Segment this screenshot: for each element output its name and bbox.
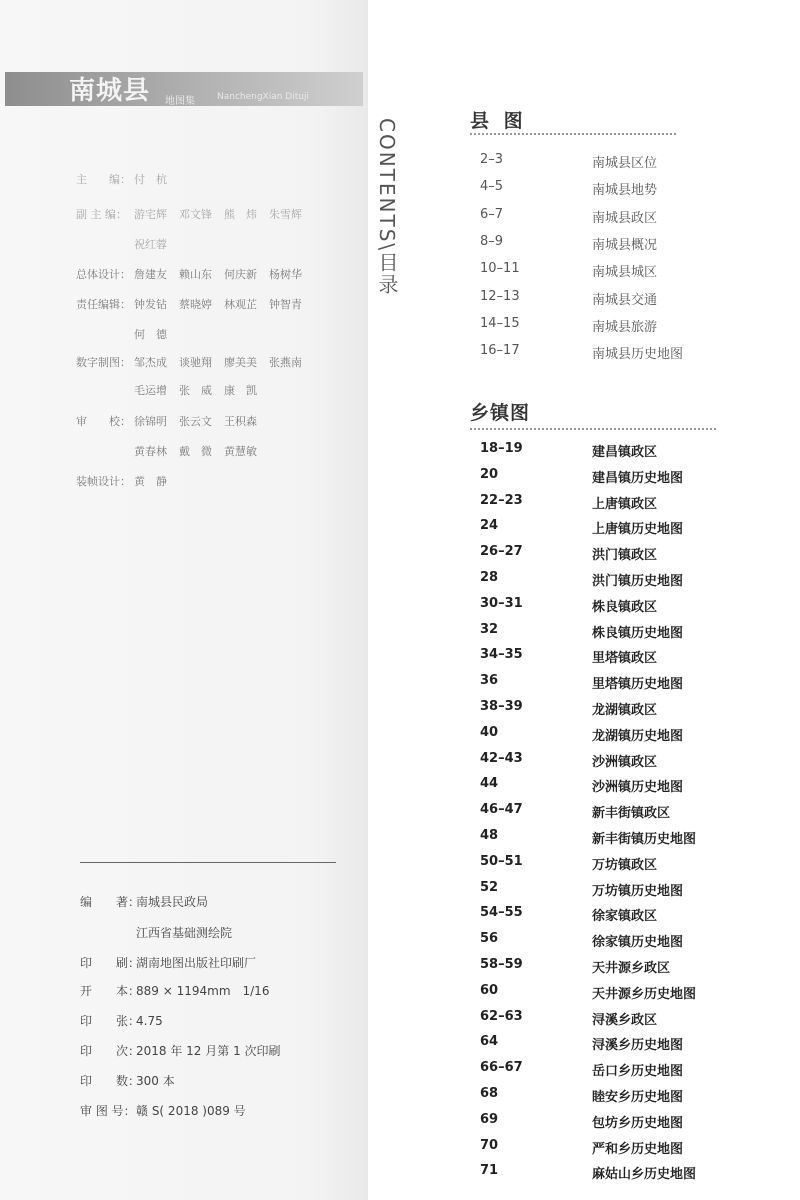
credit-name: 赖山东 (179, 268, 212, 281)
credit-name: 杨树华 (269, 268, 302, 281)
toc-page-number: 50–51 (480, 854, 523, 869)
publication-row (80, 893, 208, 910)
publication-value: 南城县民政局 (136, 895, 209, 909)
toc-entry-title: 徐家镇历史地图 (592, 935, 684, 950)
toc-entry-title: 沙洲镇历史地图 (592, 780, 684, 795)
credit-row (76, 296, 314, 312)
publication-label: 印 次： (80, 1044, 141, 1058)
divider-line (80, 862, 336, 863)
toc-entry[interactable] (480, 261, 740, 281)
toc-entry[interactable] (480, 289, 740, 309)
credit-name: 蔡晓婷 (179, 298, 212, 311)
toc-entry-title: 上唐镇政区 (592, 497, 658, 512)
toc-entry[interactable] (480, 751, 740, 771)
credit-name: 游宅辉 (134, 208, 167, 221)
toc-entry-title: 天井源乡政区 (592, 961, 671, 976)
county-section-divider (470, 133, 676, 135)
credit-name: 詹建友 (134, 268, 167, 281)
toc-entry-title: 睦安乡历史地图 (592, 1090, 684, 1105)
toc-entry[interactable] (480, 983, 740, 1003)
toc-entry-title: 新丰街镇历史地图 (592, 832, 697, 847)
credit-role: 责任编辑： (76, 298, 131, 311)
toc-entry-title: 株良镇政区 (592, 600, 658, 615)
toc-entry-title: 南城县概况 (592, 238, 658, 253)
toc-entry-title: 南城县政区 (592, 211, 658, 226)
publication-value: 江西省基础测绘院 (136, 926, 233, 940)
credit-role: 数字制图： (76, 356, 131, 369)
toc-page-number: 62–63 (480, 1009, 523, 1024)
toc-entry-title: 万坊镇历史地图 (592, 884, 684, 899)
credit-name: 谈驰翔 (179, 356, 212, 369)
toc-entry-title: 洪门镇历史地图 (592, 574, 684, 589)
toc-page-number: 32 (480, 622, 499, 637)
credit-row (76, 206, 314, 222)
publication-row (80, 1012, 163, 1029)
credit-name: 付 杭 (134, 173, 167, 186)
township-section-title: 乡镇图 (470, 402, 531, 424)
toc-page-number: 18–19 (480, 441, 523, 456)
toc-entry-title: 浔溪乡政区 (592, 1013, 658, 1028)
toc-entry[interactable] (480, 570, 740, 590)
toc-entry-title: 里塔镇历史地图 (592, 677, 684, 692)
toc-entry[interactable] (480, 179, 740, 199)
contents-heading: CONTENTS\目录 (375, 118, 399, 297)
toc-entry[interactable] (480, 905, 740, 925)
toc-entry-title: 建昌镇政区 (592, 445, 658, 460)
publication-value: 湖南地图出版社印刷厂 (136, 956, 257, 970)
credit-row (76, 236, 179, 252)
toc-entry[interactable] (480, 1112, 740, 1132)
county-section-title: 县 图 (470, 110, 527, 132)
publication-row (80, 954, 256, 971)
toc-entry[interactable] (480, 316, 740, 336)
publication-label: 印 刷： (80, 956, 141, 970)
publication-value: 300 本 (136, 1074, 175, 1088)
toc-entry-title: 南城县区位 (592, 156, 658, 171)
toc-entry-title: 新丰街镇政区 (592, 806, 671, 821)
toc-entry[interactable] (480, 802, 740, 822)
toc-entry-title: 南城县旅游 (592, 320, 658, 335)
toc-page-number: 22–23 (480, 493, 523, 508)
publication-row (80, 1102, 246, 1119)
toc-page-number: 48 (480, 828, 499, 843)
toc-entry-title: 南城县城区 (592, 265, 658, 280)
toc-entry[interactable] (480, 931, 740, 951)
toc-entry-title: 南城县地势 (592, 183, 658, 198)
toc-page-number: 4–5 (480, 179, 504, 194)
township-section-divider (470, 428, 716, 430)
toc-page-number: 64 (480, 1034, 499, 1049)
toc-entry-title: 株良镇历史地图 (592, 626, 684, 641)
toc-entry-title: 龙湖镇政区 (592, 703, 658, 718)
publication-value: 4.75 (136, 1014, 163, 1028)
toc-entry[interactable] (480, 699, 740, 719)
credit-name: 张 威 (179, 384, 212, 397)
toc-entry[interactable] (480, 1060, 740, 1080)
toc-page-number: 54–55 (480, 905, 523, 920)
toc-page-number: 69 (480, 1112, 499, 1127)
credit-row (76, 413, 269, 429)
credit-row (76, 326, 179, 342)
credit-row (76, 266, 314, 282)
credit-name: 黄慧敏 (224, 445, 257, 458)
toc-entry[interactable] (480, 441, 740, 461)
publication-value: 2018 年 12 月第 1 次印刷 (136, 1044, 281, 1058)
toc-page-number: 24 (480, 518, 499, 533)
toc-entry[interactable] (480, 1163, 740, 1183)
publication-row (80, 1042, 281, 1059)
credit-name: 何庆新 (224, 268, 257, 281)
toc-entry[interactable] (480, 1009, 740, 1029)
toc-entry[interactable] (480, 673, 740, 693)
toc-page-number: 71 (480, 1163, 499, 1178)
toc-entry-title: 龙湖镇历史地图 (592, 729, 684, 744)
credit-name: 戴 微 (179, 445, 212, 458)
publication-value: 889 × 1194mm 1/16 (136, 984, 270, 998)
publication-label: 开 本： (80, 984, 141, 998)
credit-name: 钟发钻 (134, 298, 167, 311)
toc-entry[interactable] (480, 1086, 740, 1106)
credit-name: 张燕南 (269, 356, 302, 369)
credit-role: 装帧设计： (76, 475, 131, 488)
toc-page-number: 10–11 (480, 261, 520, 276)
credit-name: 王积森 (224, 415, 257, 428)
toc-entry[interactable] (480, 828, 740, 848)
publication-row (80, 982, 269, 999)
toc-entry[interactable] (480, 854, 740, 874)
toc-page-number: 6–7 (480, 207, 504, 222)
toc-page-number: 68 (480, 1086, 499, 1101)
credit-row (76, 354, 314, 370)
toc-page-number: 8–9 (480, 234, 504, 249)
credit-role: 总体设计： (76, 268, 131, 281)
publication-row (80, 924, 232, 941)
toc-page-number: 14–15 (480, 316, 520, 331)
credit-name: 林观芷 (224, 298, 257, 311)
toc-page-number: 26–27 (480, 544, 523, 559)
toc-entry-title: 严和乡历史地图 (592, 1142, 684, 1157)
credit-name: 朱雪辉 (269, 208, 302, 221)
toc-page-number: 20 (480, 467, 499, 482)
credit-name: 徐锦明 (134, 415, 167, 428)
toc-entry[interactable] (480, 467, 740, 487)
toc-entry-title: 包坊乡历史地图 (592, 1116, 684, 1131)
publication-value: 赣 S( 2018 )089 号 (136, 1104, 246, 1118)
toc-entry-title: 上唐镇历史地图 (592, 522, 684, 537)
atlas-subtitle: 地图集 (165, 96, 195, 107)
credit-role: 副 主 编： (76, 208, 127, 221)
toc-page-number: 36 (480, 673, 499, 688)
toc-entry[interactable] (480, 957, 740, 977)
credit-role: 审 校： (76, 415, 131, 428)
credit-name: 祝红蓉 (134, 238, 167, 251)
toc-entry[interactable] (480, 1034, 740, 1054)
toc-entry[interactable] (480, 776, 740, 796)
toc-page-number: 42–43 (480, 751, 523, 766)
toc-entry[interactable] (480, 518, 740, 538)
credit-name: 张云文 (179, 415, 212, 428)
credit-name: 钟智青 (269, 298, 302, 311)
toc-entry[interactable] (480, 343, 740, 363)
credit-name: 邹杰成 (134, 356, 167, 369)
toc-entry-title: 浔溪乡历史地图 (592, 1038, 684, 1053)
publication-label: 审 图 号： (80, 1104, 136, 1118)
toc-entry[interactable] (480, 544, 740, 564)
toc-entry[interactable] (480, 596, 740, 616)
credit-name: 毛运增 (134, 384, 167, 397)
toc-entry[interactable] (480, 493, 740, 513)
toc-entry[interactable] (480, 647, 740, 667)
toc-entry-title: 沙洲镇政区 (592, 755, 658, 770)
toc-page-number: 40 (480, 725, 499, 740)
title-banner (5, 72, 363, 106)
toc-entry-title: 岳口乡历史地图 (592, 1064, 684, 1079)
toc-entry[interactable] (480, 1138, 740, 1158)
publication-label: 编 著： (80, 895, 141, 909)
toc-page-number: 44 (480, 776, 499, 791)
toc-page-number: 52 (480, 880, 499, 895)
atlas-pinyin: NanchengXian Dituji (217, 92, 309, 102)
toc-entry-title: 南城县交通 (592, 293, 658, 308)
credit-role: 主 编： (76, 173, 131, 186)
toc-entry[interactable] (480, 207, 740, 227)
toc-entry-title: 南城县历史地图 (592, 347, 684, 362)
toc-page-number: 16–17 (480, 343, 520, 358)
credit-row (76, 171, 179, 187)
toc-entry[interactable] (480, 152, 740, 172)
credit-name: 黄春林 (134, 445, 167, 458)
credit-row (76, 473, 179, 489)
toc-entry-title: 洪门镇政区 (592, 548, 658, 563)
toc-entry-title: 麻姑山乡历史地图 (592, 1167, 697, 1182)
toc-page-number: 28 (480, 570, 499, 585)
toc-entry-title: 万坊镇政区 (592, 858, 658, 873)
publication-row (80, 1072, 175, 1089)
toc-page-number: 2–3 (480, 152, 504, 167)
credit-row (76, 382, 269, 398)
toc-page-number: 66–67 (480, 1060, 523, 1075)
toc-page-number: 38–39 (480, 699, 523, 714)
credit-name: 何 德 (134, 328, 167, 341)
toc-page-number: 56 (480, 931, 499, 946)
toc-page-number: 58–59 (480, 957, 523, 972)
toc-entry-title: 徐家镇政区 (592, 909, 658, 924)
toc-page-number: 60 (480, 983, 499, 998)
toc-page-number: 12–13 (480, 289, 520, 304)
toc-entry[interactable] (480, 234, 740, 254)
credit-row (76, 443, 269, 459)
credit-name: 邓文锋 (179, 208, 212, 221)
toc-page-number: 30–31 (480, 596, 523, 611)
credit-name: 廖美美 (224, 356, 257, 369)
toc-entry[interactable] (480, 725, 740, 745)
credit-name: 康 凯 (224, 384, 257, 397)
toc-entry-title: 天井源乡历史地图 (592, 987, 697, 1002)
credit-name: 熊 炜 (224, 208, 257, 221)
toc-entry[interactable] (480, 880, 740, 900)
toc-entry-title: 里塔镇政区 (592, 651, 658, 666)
toc-entry[interactable] (480, 622, 740, 642)
left-page (0, 0, 368, 1200)
publication-label: 印 数： (80, 1074, 141, 1088)
toc-page-number: 46–47 (480, 802, 523, 817)
toc-page-number: 70 (480, 1138, 499, 1153)
credit-name: 黄 静 (134, 475, 167, 488)
publication-label: 印 张： (80, 1014, 141, 1028)
toc-page-number: 34–35 (480, 647, 523, 662)
toc-entry-title: 建昌镇历史地图 (592, 471, 684, 486)
atlas-title: 南城县 (69, 76, 151, 106)
